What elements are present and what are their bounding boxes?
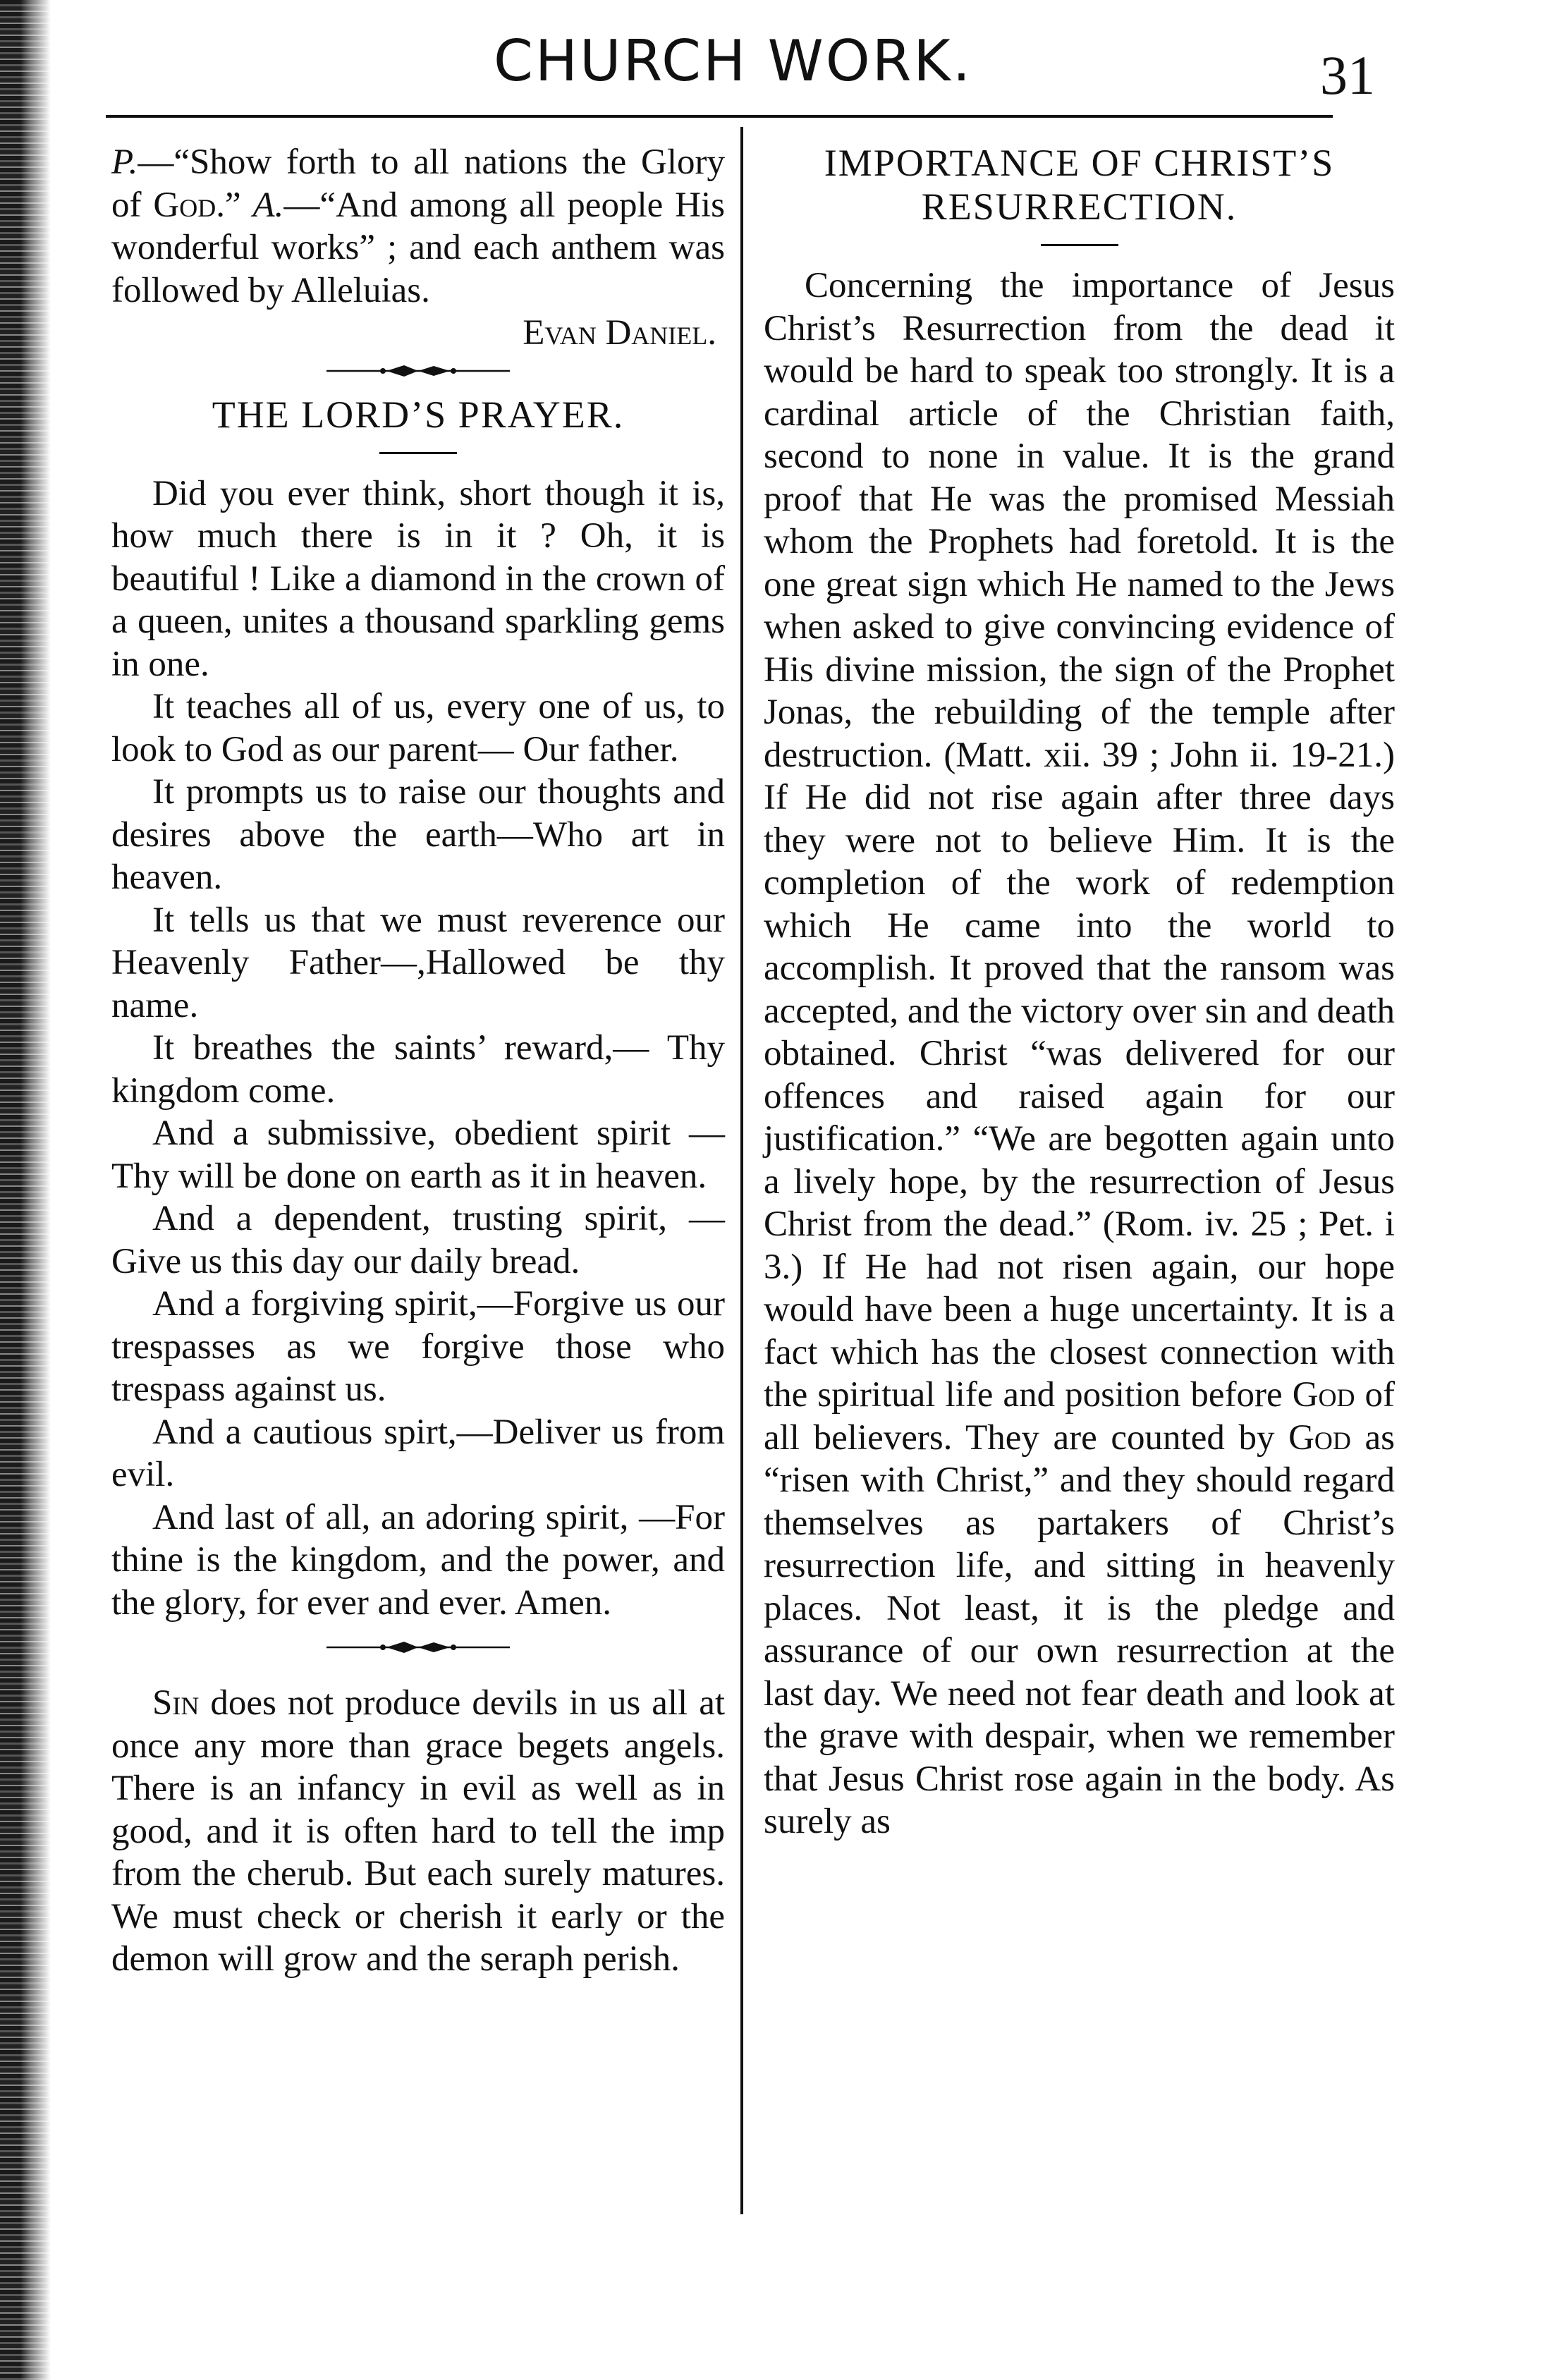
prayer-paragraph: And a forgiving spirit,—Forgive us our trespasses as we forgive those who trespass against us. [111,1284,725,1409]
prayer-paragraph: It breathes the saints’ reward,— Thy kingdom come. [111,1028,725,1111]
page-number: 31 [1320,44,1375,106]
prayer-paragraph: It teaches all of us, every one of us, to look to God as our parent— Our father. [111,687,725,769]
answer-mark: A. [252,185,284,225]
prayer-paragraph: And last of all, an adoring spirit, —For thine is the kingdom, and the power, and the glory, for ever and ever. Amen. [111,1497,725,1623]
resurrection-paragraph: Concerning the importance of Jesus Christ’s Resurrection from the dead it would be hard to speak too strongly. It is a cardinal article of the Christian faith, second to none in value. It is the grand proof that He was the promised Messiah whom the Prophets had foretold. It is the one great sign which He named to the Jews when asked to give convincing evidence of His divine mission, the sign of the Prophet Jonas, the rebuilding of the temple after destruction. (Matt. xii. 39 ; John ii. 19-21.) If He did not rise again after three days they were not to believe Him. It is the completion of the work of redemption which He came into the world to accomplish. It proved that the ransom was accepted, and the victory over sin and death obtained. Christ “was delivered for our offences and raised again for our justification.” “We are begotten again unto a lively hope, by the resurrection of Jesus Christ from the dead.” (Rom. iv. 25 ; Pet. i 3.) If He had not risen again, our hope would have been a huge uncertainty. It is a fact which has the closest connection with the spiritual life and position before God of all believers. They are counted by God as “risen with Christ,” and they should regard themselves as partakers of Christ’s resurrection life, and sitting in heavenly places. Not least, it is the pledge and assurance of our own resurrection at the last day. We need not fear death and look at the grave with despair, when we remember that Jesus Christ rose again in the body. As surely as [764,266,1396,1841]
anthem-paragraph: P.—“Show forth to all nations the Glory of God.” A.—“And among all people His wonderful works” ; and each anthem was followed by Alleluias. [111,142,725,310]
priest-mark: P. [111,142,138,182]
ornament-divider [111,1637,725,1658]
left-column [111,141,725,1981]
prayer-paragraph: And a submissive, obedient spirit —Thy will be done on earth as it in heaven. [111,1113,725,1196]
scanned-page-edge [0,0,51,2380]
prayer-paragraph: And a cautious spirt,—Deliver us from evil. [111,1412,725,1494]
header-rule [106,115,1333,118]
column-divider [740,127,743,2214]
running-title: CHURCH WORK. [494,28,973,94]
sin-paragraph: Sin does not produce devils in us all at once any more than grace begets angels. There is an infancy in evil as well as in good, and it is often hard to tell the imp from the cherub. But each surely matures. We must check or cherish it early or the demon will grow and the seraph perish. [111,1683,725,1979]
author-signature: Evan Daniel. [523,313,716,353]
prayer-paragraph: It tells us that we must reverence our Heavenly Father—,Hallowed be thy name. [111,900,725,1025]
title-rule [1041,244,1118,246]
resurrection-title: IMPORTANCE OF CHRIST’S RESURRECTION. [824,142,1335,228]
title-rule [379,452,457,454]
lords-prayer-title: THE LORD’S PRAYER. [212,393,625,436]
prayer-paragraph: And a dependent, trusting spirit, —Give us this day our daily bread. [111,1199,725,1281]
prayer-paragraph: Did you ever think, short though it is, how much there is in it ? Oh, it is beautiful ! Like a diamond in the crown of a queen, unites a thousand sparkling gems in one. [111,473,725,684]
prayer-paragraph: It prompts us to raise our thoughts and desires above the earth—Who art in heaven. [111,772,725,897]
right-column [764,141,1395,1843]
ornament-divider [111,360,725,382]
